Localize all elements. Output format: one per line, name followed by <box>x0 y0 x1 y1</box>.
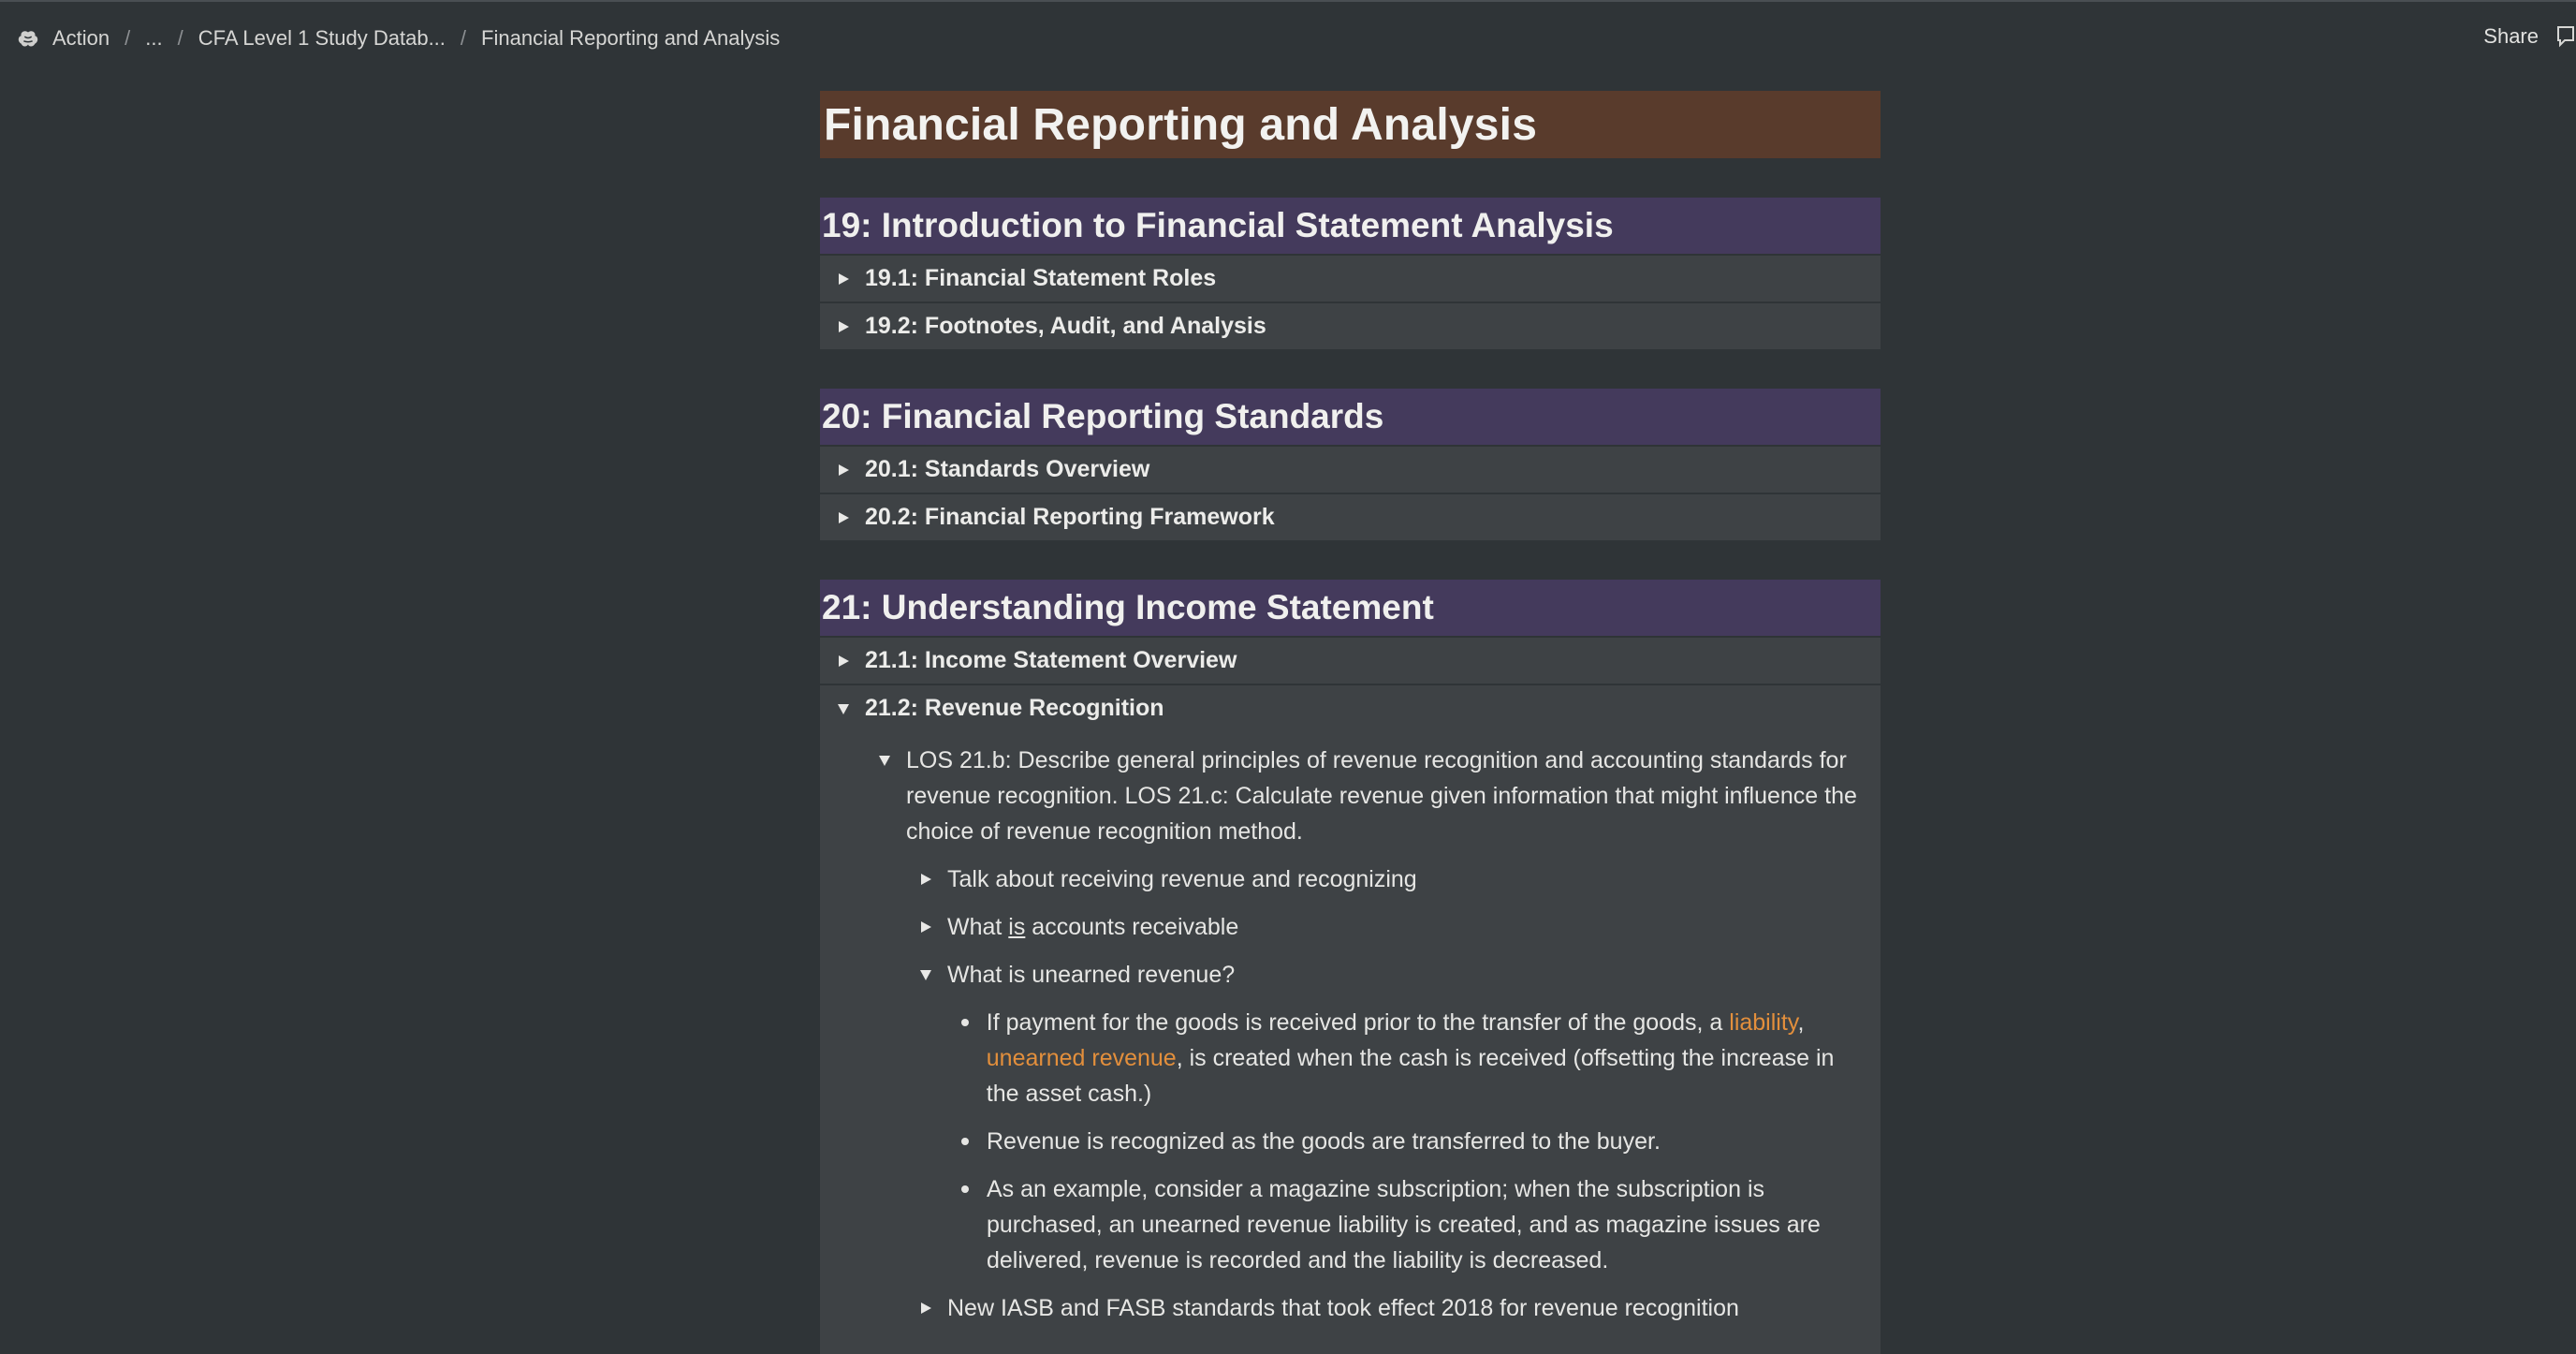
breadcrumb <box>15 22 780 54</box>
toggle-20-2[interactable] <box>820 493 1881 540</box>
section-body <box>820 254 1881 349</box>
toggle-unearned-revenue[interactable] <box>902 957 1881 993</box>
bullet-text: Revenue is recognized as the goods are transferred to the buyer. <box>987 1128 1661 1155</box>
section-19 <box>820 198 1881 349</box>
toggle-label: 21.1: Income Statement Overview <box>865 647 1237 673</box>
toggle-label <box>947 909 1238 945</box>
los-block <box>820 731 1881 1326</box>
toggle-los[interactable] <box>861 743 1881 849</box>
text-run-underlined: is <box>1008 914 1026 940</box>
toggle-label: 20.1: Standards Overview <box>865 456 1150 482</box>
bullet-icon <box>944 1171 987 1193</box>
share-button[interactable]: Share <box>2483 24 2539 48</box>
section-20 <box>820 389 1881 540</box>
triangle-down-icon[interactable] <box>902 957 947 993</box>
triangle-right-icon[interactable] <box>902 861 947 897</box>
toggle-label: 19.2: Footnotes, Audit, and Analysis <box>865 313 1266 339</box>
triangle-down-icon[interactable] <box>820 702 865 715</box>
toggle-receiving-revenue[interactable] <box>902 861 1881 897</box>
section-21 <box>820 580 1881 1354</box>
los-children <box>861 861 1881 1326</box>
breadcrumb-separator: / <box>177 26 183 50</box>
toggle-new-standards[interactable] <box>902 1290 1881 1326</box>
section-heading-text: 20: Financial Reporting Standards <box>822 397 1384 435</box>
page-title-block <box>820 91 1881 158</box>
section-heading <box>820 580 1881 636</box>
breadcrumb-separator: / <box>460 26 467 50</box>
bullet-text: As an example, consider a magazine subscription; when the subscription is purchased, an unearned revenue liability is created, and as magazine issues are delivered, revenue is recorded and the liability is decreased. <box>987 1176 1821 1273</box>
toggle-label: New IASB and FASB standards that took effect 2018 for revenue recognition <box>947 1295 1739 1321</box>
list-item <box>944 1124 1862 1159</box>
toggle-20-1[interactable] <box>820 445 1881 493</box>
section-body <box>820 445 1881 540</box>
breadcrumb-current[interactable]: Financial Reporting and Analysis <box>481 26 781 50</box>
list-item <box>944 1171 1862 1278</box>
breadcrumb-parent[interactable]: CFA Level 1 Study Datab... <box>198 26 446 50</box>
text-run: , is created when the cash is received (offsetting the increase in the asset cash.) <box>986 1045 1835 1107</box>
toggle-label: 21.2: Revenue Recognition <box>865 695 1164 721</box>
page-content <box>820 91 1881 1354</box>
toggle-label: Talk about receiving revenue and recognizing <box>947 866 1417 892</box>
toggle-19-2[interactable] <box>820 302 1881 349</box>
triangle-right-icon[interactable] <box>902 1290 947 1326</box>
breadcrumb-workspace[interactable]: Action <box>52 26 110 50</box>
triangle-right-icon[interactable] <box>820 464 865 477</box>
section-heading-text: 19: Introduction to Financial Statement Analysis <box>822 206 1614 244</box>
bullet-icon <box>944 1005 987 1026</box>
toggle-19-1[interactable] <box>820 254 1881 302</box>
text-run: If payment for the goods is received prior to the transfer of the goods, a <box>986 1009 1730 1036</box>
triangle-right-icon[interactable] <box>820 272 865 286</box>
unearned-bullets <box>902 1005 1881 1278</box>
section-body <box>820 636 1881 1354</box>
highlight-text: liability <box>1729 1009 1798 1036</box>
text-run: accounts receivable <box>1025 914 1239 940</box>
triangle-right-icon[interactable] <box>820 320 865 333</box>
breadcrumb-separator: / <box>124 26 131 50</box>
triangle-right-icon[interactable] <box>820 511 865 524</box>
top-bar <box>0 0 2576 71</box>
toggle-label: What is unearned revenue? <box>947 962 1236 988</box>
section-heading <box>820 389 1881 445</box>
bullet-icon <box>944 1124 987 1145</box>
toggle-label: 19.1: Financial Statement Roles <box>865 265 1217 291</box>
triangle-right-icon[interactable] <box>820 655 865 668</box>
toggle-21-2[interactable] <box>820 684 1881 731</box>
los-text: LOS 21.b: Describe general principles of revenue recognition and accounting standards for revenue recognition. LOS 21.c: Calculate revenue given information that might influence the choice of revenue recognition method. <box>906 747 1857 845</box>
triangle-down-icon[interactable] <box>861 743 906 778</box>
highlight-text: unearned revenue <box>986 1045 1177 1071</box>
toggle-accounts-receivable[interactable] <box>902 909 1881 945</box>
toggle-label: 20.2: Financial Reporting Framework <box>865 504 1275 530</box>
list-item <box>944 1005 1862 1111</box>
toggle-21-2-content <box>820 731 1881 1354</box>
brain-icon[interactable] <box>15 25 41 52</box>
section-heading <box>820 198 1881 254</box>
page-title: Financial Reporting and Analysis <box>824 99 1538 150</box>
bullet-text <box>987 1005 1862 1111</box>
triangle-right-icon[interactable] <box>902 909 947 945</box>
comment-icon[interactable] <box>2555 24 2576 49</box>
toggle-21-1[interactable] <box>820 636 1881 684</box>
section-heading-text: 21: Understanding Income Statement <box>822 588 1434 626</box>
text-run: , <box>1797 1009 1805 1036</box>
text-run: What <box>947 914 1009 940</box>
breadcrumb-ellipsis[interactable]: ... <box>145 26 163 50</box>
